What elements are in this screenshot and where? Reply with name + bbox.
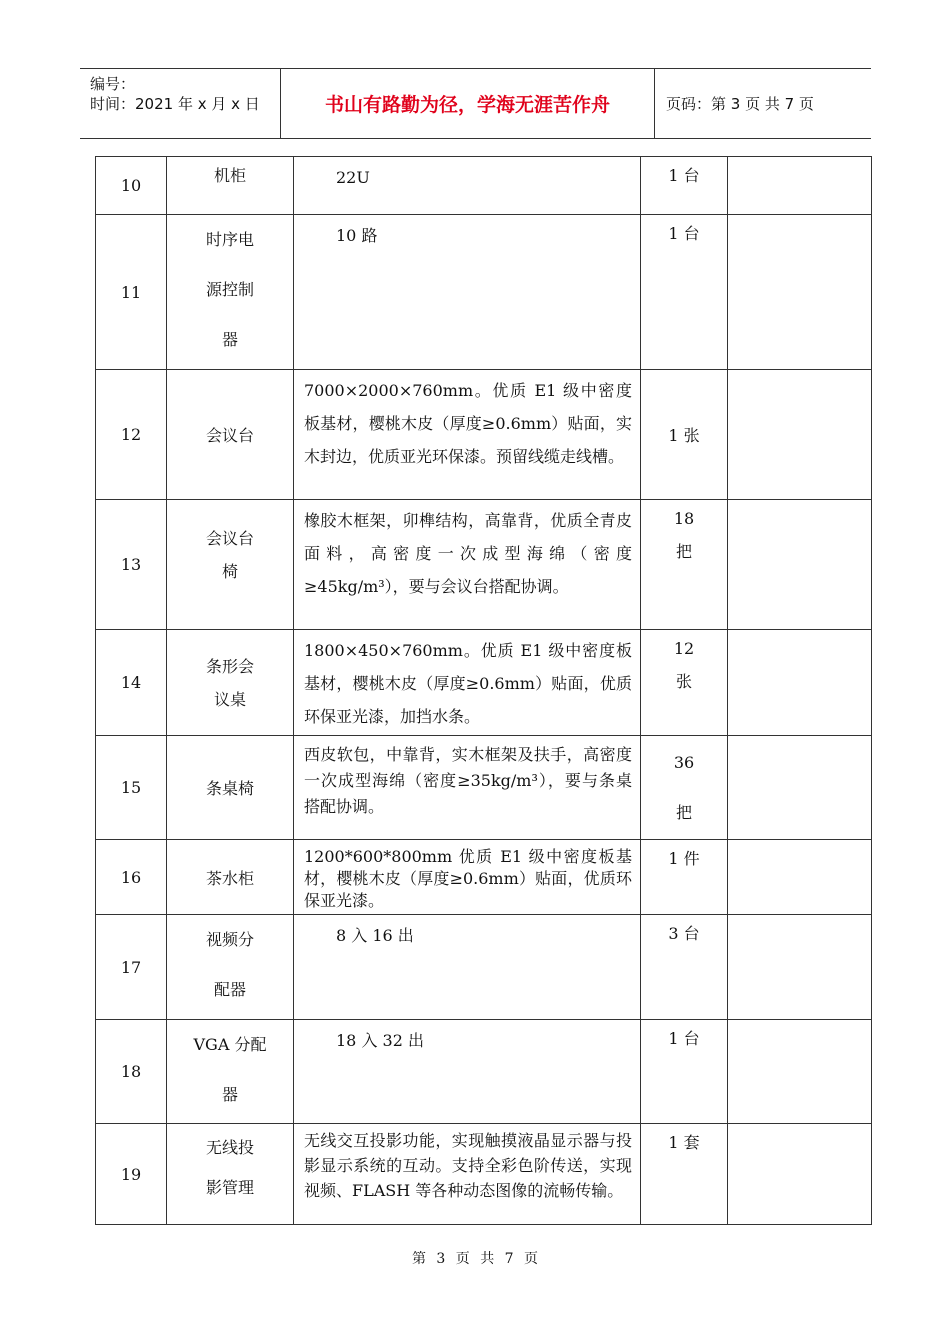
item-quantity: 36 把 [641, 736, 728, 840]
item-spec: 7000×2000×760mm。优质 E1 级中密度板基材，樱桃木皮（厚度≥0.6mm）贴面，实木封边，优质亚光环保漆。预留线缆走线槽。 [294, 370, 641, 500]
header-meta [80, 69, 281, 138]
item-remark [728, 630, 872, 736]
item-number: 15 [96, 736, 167, 840]
code-label: 编号： [90, 75, 136, 93]
table-row [96, 915, 872, 1020]
item-quantity: 3 台 [641, 915, 728, 1020]
header-motto: 书山有路勤为径，学海无涯苦作舟 [281, 69, 655, 138]
document-header [80, 68, 871, 139]
item-remark [728, 500, 872, 630]
page-footer: 第 3 页 共 7 页 [411, 1251, 539, 1267]
item-quantity: 18 把 [641, 500, 728, 630]
item-name: VGA 分配 器 [167, 1020, 294, 1124]
item-spec: 西皮软包，中靠背，实木框架及扶手，高密度一次成型海绵（密度≥35kg/m³），要与条桌搭配协调。 [294, 736, 641, 840]
table-row [96, 1020, 872, 1124]
item-remark [728, 1124, 872, 1225]
header-page-info: 页码：第 3 页 共 7 页 [666, 95, 814, 113]
equipment-table [95, 156, 872, 1225]
item-spec: 无线交互投影功能，实现触摸液晶显示器与投影显示系统的互动。支持全彩色阶传送，实现视频、FLASH 等各种动态图像的流畅传输。 [294, 1124, 641, 1225]
item-number: 19 [96, 1124, 167, 1225]
item-spec: 1800×450×760mm。优质 E1 级中密度板基材，樱桃木皮（厚度≥0.6mm）贴面，优质环保亚光漆，加挡水条。 [294, 630, 641, 736]
item-number: 11 [96, 215, 167, 370]
item-remark [728, 157, 872, 215]
item-name: 会议台 [167, 370, 294, 500]
table-row [96, 840, 872, 915]
item-name: 无线投 影管理 [167, 1124, 294, 1225]
item-name: 茶水柜 [167, 840, 294, 915]
item-quantity: 1 台 [641, 215, 728, 370]
item-number: 14 [96, 630, 167, 736]
table-row [96, 370, 872, 500]
item-quantity: 1 件 [641, 840, 728, 915]
table-row [96, 157, 872, 215]
item-spec: 10 路 [294, 215, 641, 370]
item-remark [728, 1020, 872, 1124]
item-remark [728, 840, 872, 915]
item-spec: 18 入 32 出 [294, 1020, 641, 1124]
table-row [96, 1124, 872, 1225]
item-quantity: 12 张 [641, 630, 728, 736]
item-name: 机柜 [167, 157, 294, 215]
item-number: 16 [96, 840, 167, 915]
item-name: 会议台 椅 [167, 500, 294, 630]
table-row [96, 500, 872, 630]
item-quantity: 1 台 [641, 1020, 728, 1124]
item-remark [728, 915, 872, 1020]
item-spec: 8 入 16 出 [294, 915, 641, 1020]
table-row [96, 736, 872, 840]
item-quantity: 1 张 [641, 370, 728, 500]
item-number: 17 [96, 915, 167, 1020]
item-number: 10 [96, 157, 167, 215]
item-number: 13 [96, 500, 167, 630]
item-quantity: 1 台 [641, 157, 728, 215]
item-spec: 1200*600*800mm 优质 E1 级中密度板基材，樱桃木皮（厚度≥0.6mm）贴面，优质环保亚光漆。 [294, 840, 641, 915]
item-name: 时序电 源控制 器 [167, 215, 294, 370]
item-name: 视频分 配器 [167, 915, 294, 1020]
item-name: 条形会 议桌 [167, 630, 294, 736]
time-label: 时间：2021 年 x 月 x 日 [90, 95, 260, 113]
item-spec: 22U [294, 157, 641, 215]
table-row [96, 215, 872, 370]
item-remark [728, 215, 872, 370]
item-spec: 橡胶木框架，卯榫结构，高靠背，优质全青皮面料，高密度一次成型海绵（密度≥45kg/m³），要与会议台搭配协调。 [294, 500, 641, 630]
item-name: 条桌椅 [167, 736, 294, 840]
item-number: 12 [96, 370, 167, 500]
item-remark [728, 370, 872, 500]
item-number: 18 [96, 1020, 167, 1124]
table-row [96, 630, 872, 736]
item-remark [728, 736, 872, 840]
item-quantity: 1 套 [641, 1124, 728, 1225]
